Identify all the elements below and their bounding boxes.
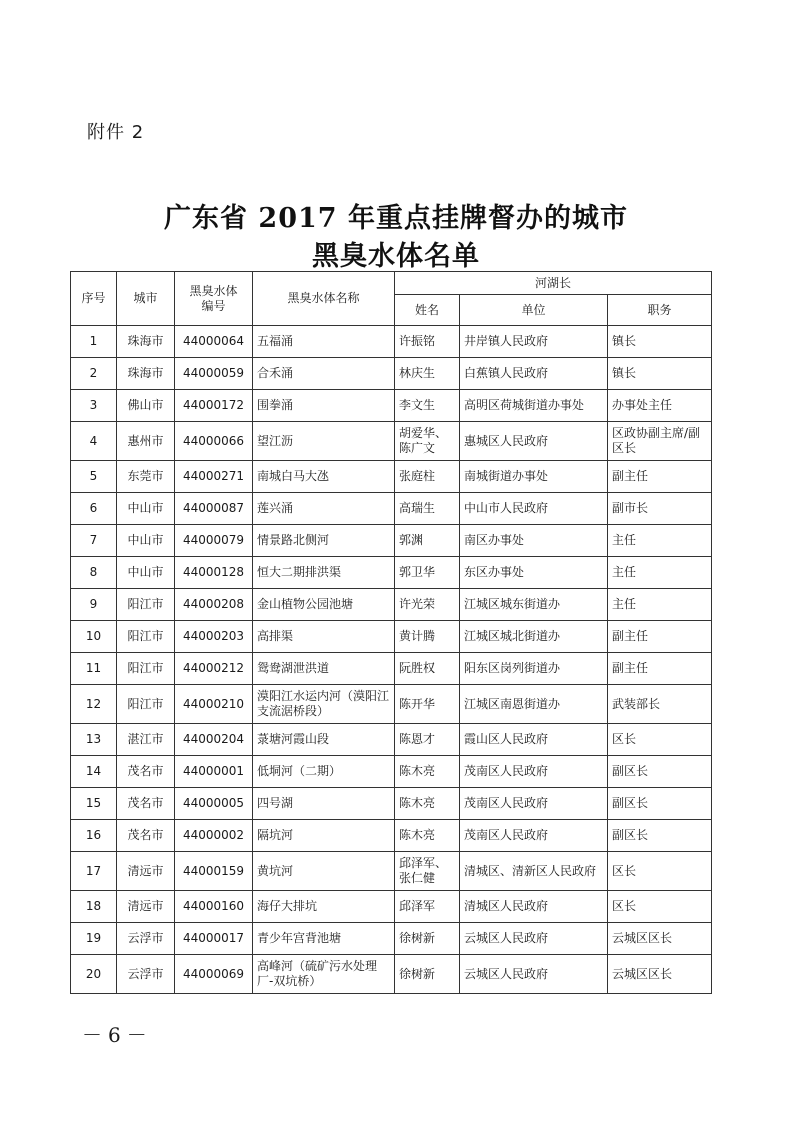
cell-seq: 18 [71, 891, 117, 923]
cell-seq: 19 [71, 923, 117, 955]
cell-code: 44000002 [175, 820, 253, 852]
cell-chief-name: 徐树新 [395, 923, 460, 955]
cell-chief-name: 张庭柱 [395, 461, 460, 493]
cell-unit: 清城区、清新区人民政府 [460, 852, 608, 891]
table-row [71, 788, 712, 820]
cell-seq: 17 [71, 852, 117, 891]
cell-water-body-name: 莲兴涌 [253, 493, 395, 525]
cell-water-body-name: 青少年宫背池塘 [253, 923, 395, 955]
cell-city: 茂名市 [117, 788, 175, 820]
cell-position: 主任 [608, 525, 712, 557]
cell-chief-name: 陈恩才 [395, 724, 460, 756]
cell-chief-name: 李文生 [395, 390, 460, 422]
cell-position: 副区长 [608, 756, 712, 788]
table-row [71, 461, 712, 493]
cell-chief-name: 林庆生 [395, 358, 460, 390]
table-row [71, 390, 712, 422]
cell-seq: 16 [71, 820, 117, 852]
cell-water-body-name: 四号湖 [253, 788, 395, 820]
cell-position: 云城区区长 [608, 923, 712, 955]
cell-position: 武装部长 [608, 685, 712, 724]
cell-unit: 清城区人民政府 [460, 891, 608, 923]
cell-city: 湛江市 [117, 724, 175, 756]
table-row [71, 852, 712, 891]
cell-code: 44000160 [175, 891, 253, 923]
cell-water-body-name: 恒大二期排洪渠 [253, 557, 395, 589]
cell-water-body-name: 高峰河（硫矿污水处理厂-双坑桥） [253, 955, 395, 994]
cell-position: 副市长 [608, 493, 712, 525]
cell-chief-name: 邱泽军 [395, 891, 460, 923]
cell-code: 44000005 [175, 788, 253, 820]
cell-code: 44000066 [175, 422, 253, 461]
cell-city: 茂名市 [117, 756, 175, 788]
table-row [71, 820, 712, 852]
cell-seq: 13 [71, 724, 117, 756]
cell-city: 清远市 [117, 891, 175, 923]
cell-water-body-name: 金山植物公园池塘 [253, 589, 395, 621]
cell-seq: 14 [71, 756, 117, 788]
cell-unit: 茂南区人民政府 [460, 788, 608, 820]
cell-seq: 7 [71, 525, 117, 557]
cell-unit: 江城区南恩街道办 [460, 685, 608, 724]
cell-city: 中山市 [117, 493, 175, 525]
cell-chief-name: 郭渊 [395, 525, 460, 557]
cell-position: 区政协副主席/副区长 [608, 422, 712, 461]
cell-code: 44000159 [175, 852, 253, 891]
cell-unit: 江城区城北街道办 [460, 621, 608, 653]
cell-position: 副主任 [608, 653, 712, 685]
cell-position: 办事处主任 [608, 390, 712, 422]
cell-seq: 20 [71, 955, 117, 994]
header-seq: 序号 [71, 272, 117, 326]
cell-chief-name: 许光荣 [395, 589, 460, 621]
header-unit: 单位 [460, 295, 608, 326]
cell-city: 中山市 [117, 557, 175, 589]
cell-water-body-name: 黄坑河 [253, 852, 395, 891]
cell-seq: 15 [71, 788, 117, 820]
cell-city: 阳江市 [117, 685, 175, 724]
document-title-line2: 黑臭水体名单 [312, 241, 480, 272]
cell-water-body-name: 隔坑河 [253, 820, 395, 852]
cell-water-body-name: 情景路北侧河 [253, 525, 395, 557]
header-code [175, 272, 253, 326]
cell-code: 44000128 [175, 557, 253, 589]
cell-water-body-name: 合禾涌 [253, 358, 395, 390]
cell-code: 44000079 [175, 525, 253, 557]
cell-position: 副区长 [608, 788, 712, 820]
cell-city: 珠海市 [117, 358, 175, 390]
cell-code: 44000069 [175, 955, 253, 994]
cell-seq: 3 [71, 390, 117, 422]
cell-seq: 1 [71, 326, 117, 358]
cell-water-body-name: 漠阳江水运内河（漠阳江支流涺桥段） [253, 685, 395, 724]
cell-unit: 高明区荷城街道办事处 [460, 390, 608, 422]
cell-chief-name: 阮胜权 [395, 653, 460, 685]
table-row [71, 493, 712, 525]
table-row [71, 923, 712, 955]
cell-position: 主任 [608, 557, 712, 589]
cell-seq: 11 [71, 653, 117, 685]
cell-seq: 6 [71, 493, 117, 525]
cell-code: 44000064 [175, 326, 253, 358]
cell-code: 44000208 [175, 589, 253, 621]
cell-position: 区长 [608, 891, 712, 923]
table-row [71, 621, 712, 653]
cell-water-body-name: 围拳涌 [253, 390, 395, 422]
table-row [71, 724, 712, 756]
cell-unit: 南城街道办事处 [460, 461, 608, 493]
cell-chief-name: 徐树新 [395, 955, 460, 994]
table-row [71, 891, 712, 923]
table-row [71, 589, 712, 621]
cell-city: 阳江市 [117, 621, 175, 653]
table-row [71, 557, 712, 589]
cell-city: 清远市 [117, 852, 175, 891]
cell-unit: 惠城区人民政府 [460, 422, 608, 461]
header-code-line1: 黑臭水体 [189, 283, 238, 298]
header-chief-group: 河湖长 [395, 272, 712, 295]
cell-unit: 茂南区人民政府 [460, 756, 608, 788]
cell-chief-name: 黄计腾 [395, 621, 460, 653]
table-row [71, 326, 712, 358]
cell-city: 中山市 [117, 525, 175, 557]
cell-water-body-name: 南城白马大氹 [253, 461, 395, 493]
cell-unit: 南区办事处 [460, 525, 608, 557]
cell-position: 副区长 [608, 820, 712, 852]
cell-chief-name: 高瑞生 [395, 493, 460, 525]
cell-seq: 10 [71, 621, 117, 653]
table-row [71, 685, 712, 724]
cell-seq: 9 [71, 589, 117, 621]
cell-seq: 5 [71, 461, 117, 493]
cell-code: 44000204 [175, 724, 253, 756]
header-person: 姓名 [395, 295, 460, 326]
cell-water-body-name: 高排渠 [253, 621, 395, 653]
cell-water-body-name: 五福涌 [253, 326, 395, 358]
cell-water-body-name: 望江沥 [253, 422, 395, 461]
cell-position: 镇长 [608, 326, 712, 358]
cell-code: 44000001 [175, 756, 253, 788]
cell-code: 44000271 [175, 461, 253, 493]
table-row [71, 358, 712, 390]
cell-code: 44000212 [175, 653, 253, 685]
cell-city: 云浮市 [117, 923, 175, 955]
cell-position: 副主任 [608, 461, 712, 493]
cell-seq: 2 [71, 358, 117, 390]
cell-water-body-name: 低垌河（二期） [253, 756, 395, 788]
cell-unit: 霞山区人民政府 [460, 724, 608, 756]
cell-chief-name: 郭卫华 [395, 557, 460, 589]
table-header [71, 272, 712, 326]
page-number: －6－ [82, 1023, 153, 1047]
cell-water-body-name: 海仔大排坑 [253, 891, 395, 923]
cell-seq: 12 [71, 685, 117, 724]
cell-unit: 茂南区人民政府 [460, 820, 608, 852]
cell-code: 44000203 [175, 621, 253, 653]
attachment-label: 附件 2 [87, 122, 145, 143]
table-body [71, 326, 712, 994]
cell-city: 佛山市 [117, 390, 175, 422]
table-row [71, 525, 712, 557]
cell-chief-name: 邱泽军、张仁健 [395, 852, 460, 891]
cell-code: 44000059 [175, 358, 253, 390]
cell-unit: 中山市人民政府 [460, 493, 608, 525]
water-body-table [70, 271, 712, 994]
cell-position: 镇长 [608, 358, 712, 390]
cell-seq: 4 [71, 422, 117, 461]
cell-code: 44000017 [175, 923, 253, 955]
cell-code: 44000172 [175, 390, 253, 422]
cell-chief-name: 陈木亮 [395, 788, 460, 820]
cell-city: 茂名市 [117, 820, 175, 852]
cell-chief-name: 许振铭 [395, 326, 460, 358]
cell-position: 云城区区长 [608, 955, 712, 994]
cell-code: 44000210 [175, 685, 253, 724]
cell-chief-name: 陈木亮 [395, 820, 460, 852]
cell-unit: 江城区城东街道办 [460, 589, 608, 621]
cell-position: 区长 [608, 852, 712, 891]
cell-unit: 阳东区岗列街道办 [460, 653, 608, 685]
cell-water-body-name: 鸳鸯湖泄洪道 [253, 653, 395, 685]
cell-position: 主任 [608, 589, 712, 621]
header-city: 城市 [117, 272, 175, 326]
cell-seq: 8 [71, 557, 117, 589]
table-row [71, 422, 712, 461]
cell-chief-name: 胡爱华、陈广文 [395, 422, 460, 461]
cell-unit: 云城区人民政府 [460, 955, 608, 994]
cell-city: 惠州市 [117, 422, 175, 461]
cell-code: 44000087 [175, 493, 253, 525]
header-name: 黑臭水体名称 [253, 272, 395, 326]
table-row [71, 653, 712, 685]
cell-city: 云浮市 [117, 955, 175, 994]
table-row [71, 756, 712, 788]
table-row [71, 955, 712, 994]
cell-chief-name: 陈木亮 [395, 756, 460, 788]
cell-unit: 井岸镇人民政府 [460, 326, 608, 358]
cell-unit: 白蕉镇人民政府 [460, 358, 608, 390]
cell-position: 区长 [608, 724, 712, 756]
cell-unit: 云城区人民政府 [460, 923, 608, 955]
cell-position: 副主任 [608, 621, 712, 653]
document-title-line1: 广东省 2017 年重点挂牌督办的城市 [164, 203, 628, 234]
cell-city: 东莞市 [117, 461, 175, 493]
header-code-line2: 编号 [201, 298, 226, 313]
cell-chief-name: 陈开华 [395, 685, 460, 724]
cell-city: 阳江市 [117, 653, 175, 685]
cell-water-body-name: 菉塘河霞山段 [253, 724, 395, 756]
header-position: 职务 [608, 295, 712, 326]
cell-city: 珠海市 [117, 326, 175, 358]
cell-city: 阳江市 [117, 589, 175, 621]
cell-unit: 东区办事处 [460, 557, 608, 589]
